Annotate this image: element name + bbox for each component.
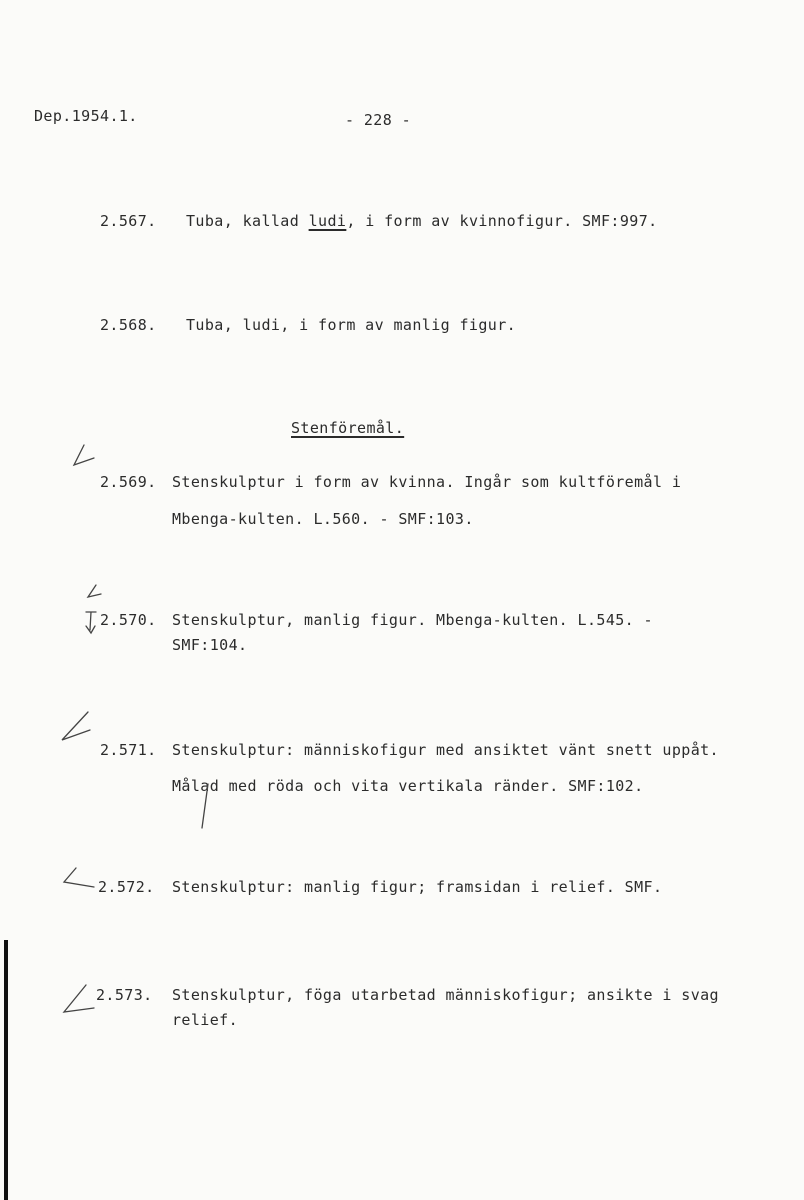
entry-text: Stenskulptur: människofigur med ansiktet vänt snett uppåt.: [172, 741, 719, 759]
entry-text-continued: Målad med röda och vita vertikala ränder. SMF:102.: [172, 777, 644, 795]
entry-number: 2.568.: [100, 316, 157, 334]
check-mark-2569: [74, 445, 94, 465]
entry-text: Stenskulptur, manlig figur. Mbenga-kulten. L.545. -: [172, 611, 653, 629]
entry-number: 2.573.: [96, 986, 153, 1004]
entry-text: Tuba, kallad ludi, i form av kvinnofigur. SMF:997.: [186, 212, 658, 230]
entry-number: 2.569.: [100, 473, 157, 491]
entry-text: Stenskulptur i form av kvinna. Ingår som kultföremål i: [172, 473, 682, 491]
scan-edge-shadow: [4, 940, 8, 1200]
check-mark-2570: [88, 585, 101, 597]
entry-text: Stenskulptur, föga utarbetad människofigur; ansikte i svag: [172, 986, 719, 1004]
check-mark-2573: [64, 985, 94, 1012]
entry-number: 2.567.: [100, 212, 157, 230]
entry-text: Stenskulptur: manlig figur; framsidan i relief. SMF.: [172, 878, 663, 896]
entry-text-continued: SMF:104.: [172, 636, 248, 654]
section-heading: Stenföremål.: [291, 419, 405, 437]
page-number: - 228 -: [345, 111, 412, 129]
check-mark-2572: [64, 868, 94, 887]
bracket-mark-2570: [86, 612, 96, 633]
entry-text: Tuba, ludi, i form av manlig figur.: [186, 316, 517, 334]
entry-number: 2.570.: [100, 611, 157, 629]
check-mark-2571: [62, 712, 90, 740]
entry-number: 2.571.: [100, 741, 157, 759]
entry-text-continued: relief.: [172, 1011, 239, 1029]
reference-code: Dep.1954.1.: [34, 107, 138, 125]
entry-text-continued: Mbenga-kulten. L.560. - SMF:103.: [172, 510, 474, 528]
entry-number: 2.572.: [98, 878, 155, 896]
